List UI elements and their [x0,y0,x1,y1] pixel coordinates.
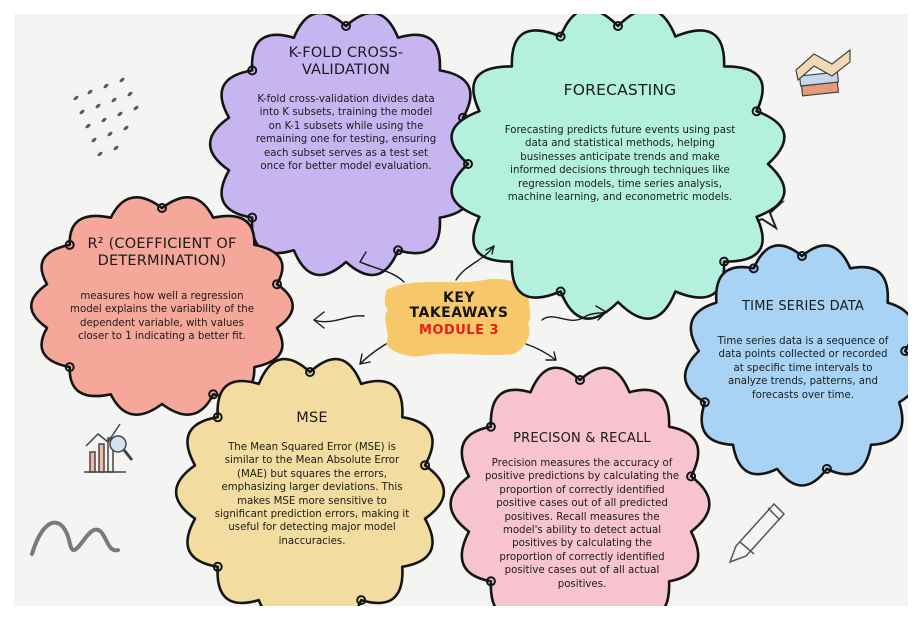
precision-body: Precision measures the accuracy of positive predictions by calculating the proportion of correctly identified positive cases out of all predicted positives. Recall measures the model's ability to detect actual positives by calculating the proportion of correctly identified positive cases out of all actual positives. [484,458,680,590]
center-line-module: MODULE 3 [418,323,500,338]
books-icon [796,50,850,96]
center-line-key: KEY [442,290,476,306]
timeseries-body: Time series data is a sequence of data points collected or recorded at specific time intervals to analyze trends, patterns, and forecasts over time. [717,336,889,401]
kfold-node [252,45,440,173]
arrow-to-mse [360,344,386,364]
center-key-takeaways [392,291,526,357]
r2-title-line2: DETERMINATION) [97,253,227,269]
pencil-icon [730,504,784,562]
forecasting-title: FORECASTING [563,81,677,99]
mind-map-canvas [14,14,908,606]
timeseries-title: TIME SERIES DATA [742,299,864,314]
dot-pattern-decoration [73,77,140,157]
forecasting-body: Forecasting predicts future events using past data and statistical methods, helping businesses anticipate trends and make informed decisions through techniques like regression models, time series analysis, machine learning, and econometric models. [504,125,736,204]
mse-node [214,410,410,548]
precision-node [484,430,680,591]
mse-title: MSE [296,410,328,426]
r2-title-line1: R² (COEFFICIENT OF [87,236,237,252]
mse-body: The Mean Squared Error (MSE) is similar to the Mean Absolute Error (MAE) but squares the errors, emphasizing larger deviations. This makes MSE more sensitive to significant prediction errors, making it useful for detecting major model inaccuracies. [214,442,410,547]
r2-node [64,236,260,344]
arrow-to-precision [526,344,556,360]
precision-title: PRECISON & RECALL [513,431,651,446]
arrow-to-r2 [314,316,364,322]
r2-body: measures how well a regression model explains the variability of the dependent variable, with values closer to 1 indicating a better fit. [70,291,254,343]
center-line-takeaways: TAKEAWAYS [409,305,509,321]
forecasting-node [502,82,738,204]
kfold-title-line1: K-FOLD CROSS- [288,45,404,61]
timeseries-node [716,298,890,402]
kfold-title-line2: VALIDATION [301,62,391,78]
chart-magnifier-icon [84,424,132,472]
kfold-body: K-fold cross-validation divides data into K subsets, training the model on K-1 subsets while using the remaining one for testing, ensuring each subset serves as a test set once for better model evaluation. [255,94,437,173]
squiggle-decoration [32,523,118,554]
